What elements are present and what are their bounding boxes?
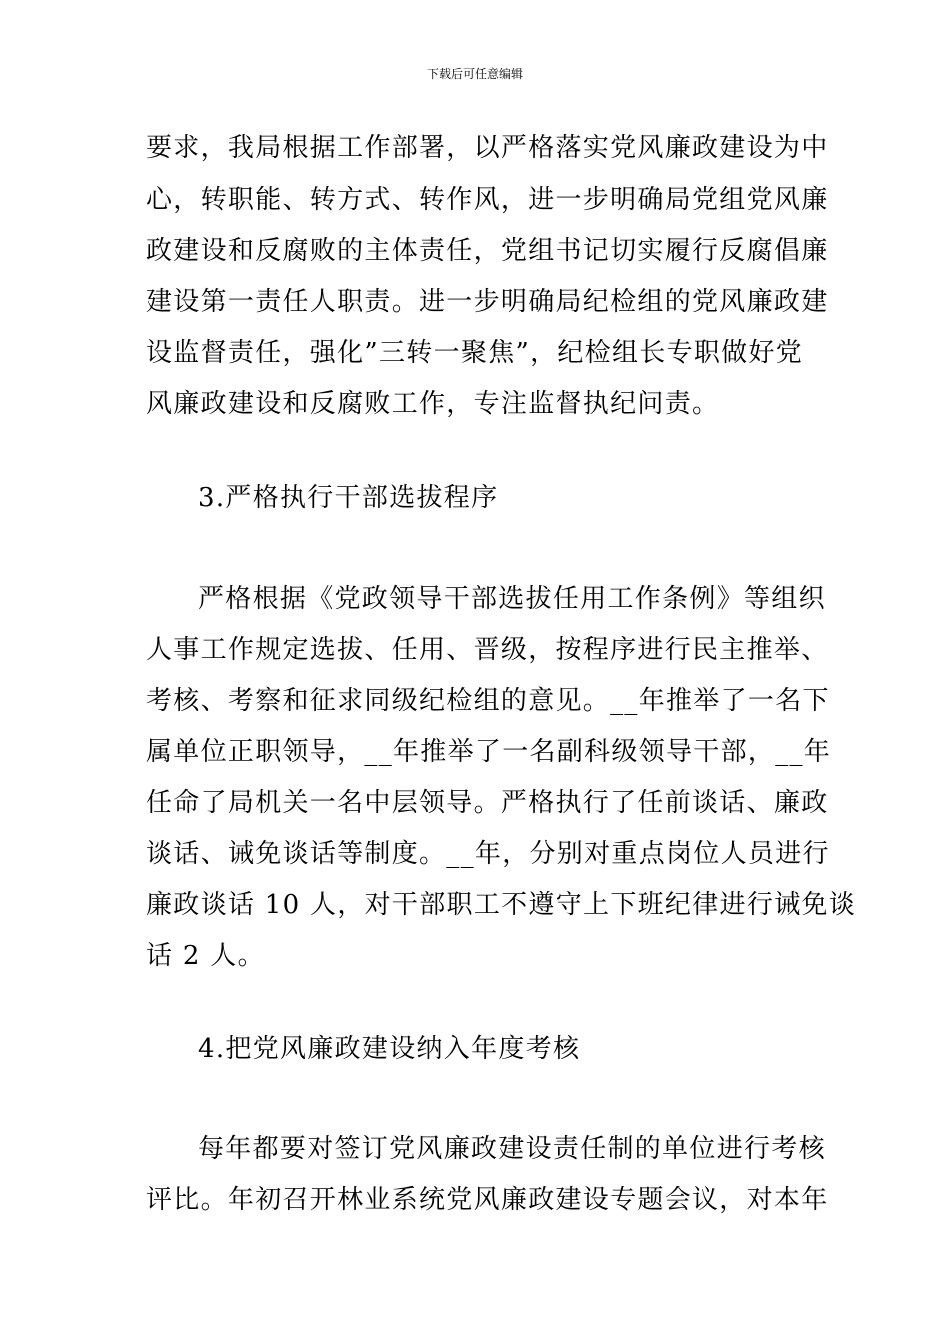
text-line: 属单位正职领导，__年推举了一名副科级领导干部，__年 (146, 737, 832, 767)
text-line: 设监督责任，强化”三转一聚焦”，纪检组长专职做好党 (146, 338, 804, 368)
text-line: 评比。年初召开林业系统党风廉政建设专题会议，对本年 (146, 1185, 829, 1215)
text-line: 任命了局机关一名中层领导。严格执行了任前谈话、廉政 (146, 788, 829, 818)
text-line: 廉政谈话 10 人，对干部职工不遵守上下班纪律进行诫免谈 (146, 890, 857, 920)
text-line: 严格根据《党政领导干部选拔任用工作条例》等组织 (198, 584, 826, 614)
text-line: 人事工作规定选拔、任用、晋级，按程序进行民主推举、 (146, 635, 829, 665)
text-line: 话 2 人。 (146, 941, 265, 971)
text-line: 建设第一责任人职责。进一步明确局纪检组的党风廉政建 (146, 287, 829, 317)
text-line: 要求，我局根据工作部署，以严格落实党风廉政建设为中 (146, 133, 829, 163)
text-line: 谈话、诫免谈话等制度。__年，分别对重点岗位人员进行 (146, 839, 830, 869)
page-header: 下载后可任意编辑 (426, 67, 523, 81)
text-line: 风廉政建设和反腐败工作，专注监督执纪问责。 (146, 389, 720, 419)
section-heading-4: 4.把党风廉政建设纳入年度考核 (198, 1034, 581, 1064)
text-line: 考核、考察和征求同级纪检组的意见。__年推举了一名下 (146, 686, 830, 716)
text-line: 每年都要对签订党风廉政建设责任制的单位进行考核 (198, 1134, 826, 1164)
text-line: 政建设和反腐败的主体责任，党组书记切实履行反腐倡廉 (146, 236, 829, 266)
text-line: 心，转职能、转方式、转作风，进一步明确局党组党风廉 (146, 185, 829, 215)
section-heading-3: 3.严格执行干部选拔程序 (198, 483, 499, 513)
